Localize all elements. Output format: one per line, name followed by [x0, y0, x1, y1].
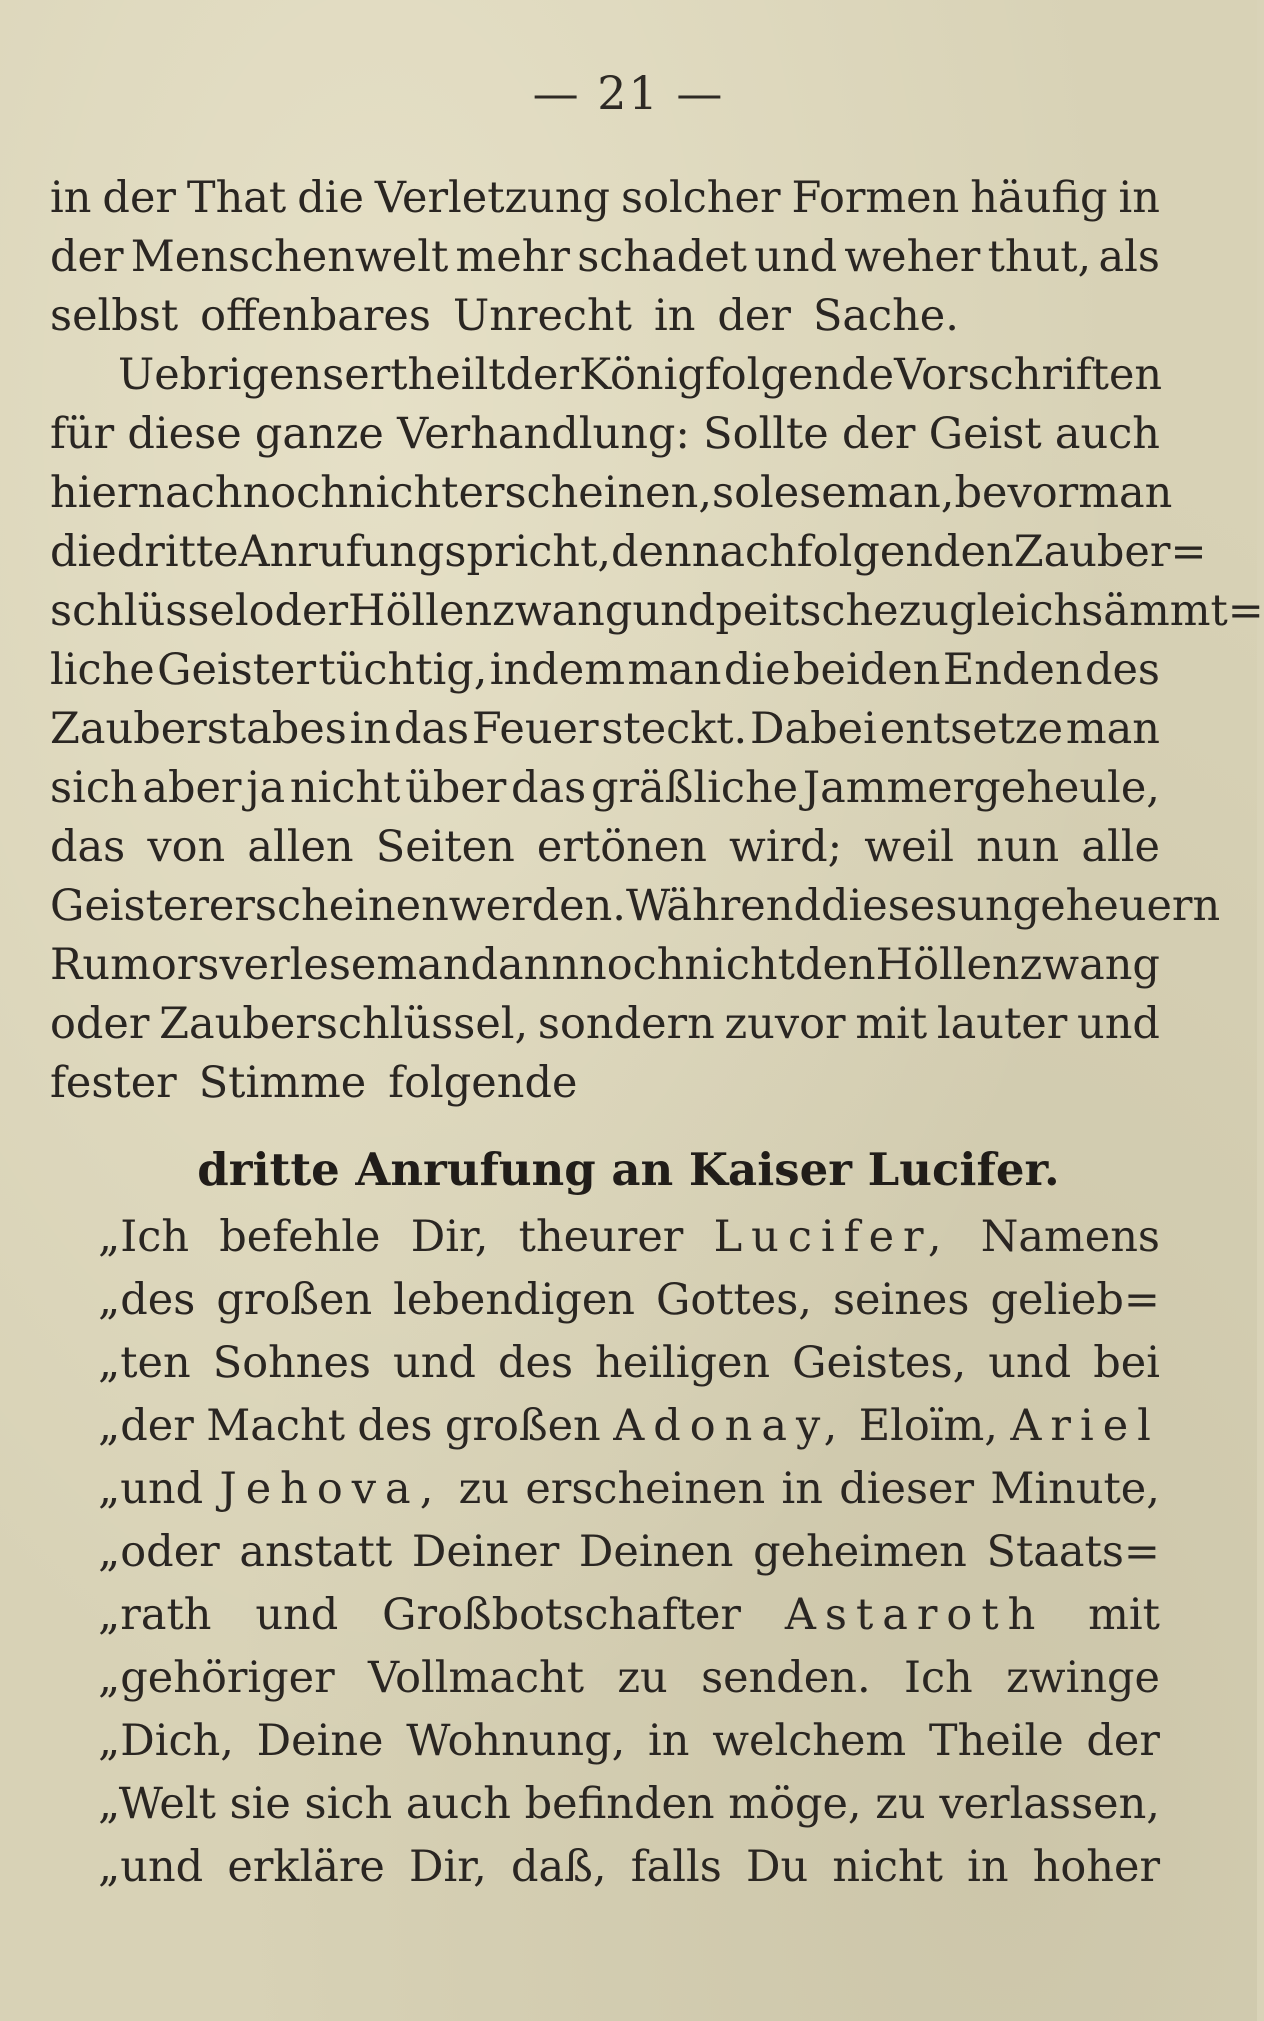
word: und	[988, 1338, 1072, 1388]
word: das	[511, 763, 587, 813]
word: folgende	[704, 350, 895, 400]
word: für	[50, 409, 115, 459]
word: Feuer	[471, 704, 599, 754]
word: lese	[759, 468, 847, 518]
word: Während	[625, 881, 821, 931]
word: tüchtig,	[318, 645, 488, 695]
word: spricht,	[444, 527, 612, 577]
word: den	[611, 527, 692, 577]
word: als	[1098, 232, 1160, 282]
word: nicht	[684, 940, 795, 990]
word: Höllenzwang	[348, 586, 633, 636]
word: man	[1065, 704, 1160, 754]
text-line	[98, 1207, 1160, 1267]
word: gräßliche	[590, 763, 799, 813]
word: der	[841, 409, 916, 459]
word: Gottes,	[655, 1275, 812, 1325]
word: mit	[855, 999, 928, 1049]
word: heiligen	[595, 1338, 771, 1388]
word: häufig	[970, 173, 1108, 223]
word: wird;	[729, 822, 843, 872]
word: großen	[444, 1401, 601, 1451]
word: dieser	[839, 1464, 975, 1514]
text-line	[98, 1270, 1160, 1330]
word: nachfolgenden	[691, 527, 1014, 577]
word: nicht	[832, 1842, 943, 1892]
word: Anrufung	[238, 527, 445, 577]
word: Geistes,	[792, 1338, 967, 1388]
word: daß,	[510, 1842, 607, 1892]
word: man	[627, 645, 722, 695]
word: des	[497, 1338, 574, 1388]
word: sämmt=	[1081, 586, 1264, 636]
word: „ten	[98, 1338, 191, 1388]
word: zuvor	[724, 999, 846, 1049]
word: oder	[248, 586, 349, 636]
word: Sollte	[703, 409, 829, 459]
word: „oder	[98, 1527, 220, 1577]
word: Höllenzwang	[875, 940, 1160, 990]
word: thut,	[987, 232, 1092, 282]
word: Dabei	[750, 704, 877, 754]
word: „und	[98, 1842, 204, 1892]
text-line	[98, 1333, 1160, 1393]
word: oder	[50, 999, 150, 1049]
word: Vollmacht	[368, 1653, 584, 1703]
word: Enden	[942, 645, 1083, 695]
word: befinden	[524, 1779, 715, 1829]
word: ertönen	[536, 822, 707, 872]
word: bevor	[954, 468, 1079, 518]
word: werden.	[448, 881, 626, 931]
word: Geister	[50, 881, 209, 931]
word: das	[50, 822, 126, 872]
word: mehr	[455, 232, 570, 282]
text-line	[98, 1837, 1160, 1897]
word: Deinen	[578, 1527, 734, 1577]
text-line	[98, 1711, 1160, 1771]
word: in	[1118, 173, 1160, 223]
text-line	[50, 404, 1160, 464]
word: und	[393, 1338, 476, 1388]
word: hoher	[1032, 1842, 1160, 1892]
word: befehle	[219, 1212, 381, 1262]
word: Jammergeheule,	[802, 763, 1160, 813]
word: Geister	[157, 645, 317, 695]
word: und	[754, 232, 838, 282]
word: senden.	[701, 1653, 871, 1703]
word: in	[349, 704, 392, 754]
word: weil	[864, 822, 955, 872]
word: Seiten	[375, 822, 515, 872]
word: Zauberschlüssel,	[159, 999, 529, 1049]
word: König	[579, 350, 705, 400]
word: nun	[976, 822, 1060, 872]
word: Macht	[206, 1401, 345, 1451]
text-line	[98, 1648, 1160, 1708]
word: verlese	[219, 940, 377, 990]
text-line	[50, 994, 1160, 1054]
word: Adonay,	[613, 1401, 847, 1451]
word: gelieb=	[990, 1275, 1160, 1325]
text-line	[50, 463, 1173, 523]
word: seines	[832, 1275, 970, 1325]
word: Vorschriften	[894, 350, 1163, 400]
word: und	[632, 586, 716, 636]
word: Uebrigens	[118, 350, 345, 400]
word: mit	[1088, 1590, 1160, 1640]
text-line	[50, 758, 1160, 818]
word: selbst	[50, 291, 179, 341]
word: der	[1086, 1716, 1160, 1766]
word: zwinge	[1006, 1653, 1160, 1703]
word: Sohnes	[212, 1338, 371, 1388]
word: allen	[247, 822, 354, 872]
word: Namens	[980, 1212, 1160, 1262]
text-line	[50, 581, 1264, 641]
word: Verhandlung:	[397, 409, 690, 459]
word: „Dich,	[98, 1716, 234, 1766]
word: „und	[98, 1464, 204, 1514]
word: schadet	[577, 232, 747, 282]
word: sie	[229, 1779, 291, 1829]
word: des	[357, 1401, 433, 1451]
word: nicht	[347, 468, 459, 518]
word: bei	[1093, 1338, 1160, 1388]
word: der	[505, 350, 580, 400]
word: in	[653, 291, 696, 341]
text-line	[98, 1774, 1160, 1834]
text-line	[50, 286, 1160, 346]
word: Du	[746, 1842, 809, 1892]
word: Geist	[928, 409, 1042, 459]
text-line	[50, 1053, 1160, 1113]
word: „Ich	[98, 1212, 190, 1262]
word: Minute,	[990, 1464, 1160, 1514]
word: ganze	[254, 409, 384, 459]
word: Großbotschafter	[382, 1590, 741, 1640]
word: der	[717, 291, 791, 341]
word: theurer	[518, 1212, 684, 1262]
word: Wohnung,	[406, 1716, 626, 1766]
word: dieses	[820, 881, 958, 931]
text-line	[50, 168, 1160, 228]
word: Sache.	[812, 291, 959, 341]
word: steckt.	[601, 704, 748, 754]
word: Formen	[791, 173, 960, 223]
word: auch	[1054, 409, 1160, 459]
word: Menschenwelt	[130, 232, 449, 282]
page-number: — 21 —	[532, 66, 725, 120]
word: den	[794, 940, 876, 990]
word: Deiner	[411, 1527, 560, 1577]
word: man	[1078, 468, 1173, 518]
word: verlassen,	[939, 1779, 1160, 1829]
word: nicht	[289, 763, 401, 813]
word: in	[50, 173, 92, 223]
word: „gehöriger	[98, 1653, 335, 1703]
word: Deine	[256, 1716, 384, 1766]
word: liche	[50, 645, 155, 695]
word: welchem	[712, 1716, 907, 1766]
word: schlüssel	[50, 586, 249, 636]
word: sich	[304, 1779, 393, 1829]
word: dritte	[116, 527, 239, 577]
word: der	[102, 173, 176, 223]
text-line	[50, 522, 1207, 582]
word: alle	[1081, 822, 1160, 872]
word: Zauberstabes	[50, 704, 347, 754]
word: fester	[50, 1058, 177, 1108]
text-line	[50, 640, 1160, 700]
word: noch	[579, 940, 685, 990]
word: hiernach	[50, 468, 243, 518]
word: noch	[242, 468, 348, 518]
word: Unrecht	[452, 291, 632, 341]
word: Dir,	[410, 1212, 489, 1262]
word: lebendigen	[393, 1275, 635, 1325]
text-line	[50, 227, 1160, 287]
text-line	[98, 1396, 1160, 1456]
word: zugleich	[898, 586, 1082, 636]
word: geheimen	[753, 1527, 967, 1577]
word: Eloïm,	[858, 1401, 998, 1451]
word: ertheilt	[344, 350, 506, 400]
word: über	[405, 763, 507, 813]
word: und	[1077, 999, 1160, 1049]
word: auch	[405, 1779, 511, 1829]
word: der	[50, 232, 124, 282]
word: des	[1084, 645, 1160, 695]
word: in	[781, 1464, 823, 1514]
word: Zauber=	[1013, 527, 1207, 577]
word: anstatt	[239, 1527, 393, 1577]
word: „der	[98, 1401, 194, 1451]
word: in	[967, 1842, 1009, 1892]
word: sich	[50, 763, 138, 813]
word: Dir,	[409, 1842, 487, 1892]
word: die	[50, 527, 117, 577]
word: zu	[875, 1779, 926, 1829]
word: so	[712, 468, 760, 518]
word: Ich	[903, 1653, 973, 1703]
word: erkläre	[227, 1842, 385, 1892]
word: Theile	[928, 1716, 1064, 1766]
text-line	[98, 1459, 1160, 1519]
word: zu	[617, 1653, 668, 1703]
word: sondern	[537, 999, 715, 1049]
word: erscheinen	[525, 1464, 766, 1514]
word: lauter	[936, 999, 1068, 1049]
word: „Welt	[98, 1779, 216, 1829]
word: „rath	[98, 1590, 212, 1640]
word: großen	[216, 1275, 373, 1325]
word: offenbares	[200, 291, 431, 341]
word: folgende	[388, 1058, 578, 1108]
word: aber	[142, 763, 242, 813]
word: entsetze	[879, 704, 1064, 754]
text-line	[50, 699, 1160, 759]
word: in	[648, 1716, 690, 1766]
text-line	[50, 876, 1221, 936]
word: zu	[458, 1464, 510, 1514]
word: ungeheuern	[957, 881, 1221, 931]
word: Ariel	[1010, 1401, 1160, 1451]
text-line	[50, 935, 1160, 995]
word: indem	[489, 645, 625, 695]
word: das	[393, 704, 470, 754]
word: Astaroth	[784, 1590, 1045, 1640]
word: solcher	[621, 173, 781, 223]
word: ja	[246, 763, 286, 813]
text-line	[98, 1522, 1160, 1582]
word: die	[297, 173, 364, 223]
word: Rumors	[50, 940, 220, 990]
word: von	[147, 822, 226, 872]
word: man,	[846, 468, 955, 518]
word: möge,	[728, 1779, 862, 1829]
word: Verletzung	[374, 173, 611, 223]
word: erscheinen,	[458, 468, 712, 518]
word: Staats=	[986, 1527, 1160, 1577]
word: Stimme	[198, 1058, 367, 1108]
word: Lucifer,	[713, 1212, 951, 1262]
text-line	[118, 345, 1163, 405]
word: That	[186, 173, 287, 223]
text-line	[98, 1585, 1160, 1645]
word: man	[376, 940, 471, 990]
word: peitsche	[715, 586, 899, 636]
word: beiden	[793, 645, 941, 695]
word: diese	[127, 409, 242, 459]
word: und	[255, 1590, 339, 1640]
word: falls	[630, 1842, 722, 1892]
word: „des	[98, 1275, 196, 1325]
word: erscheinen	[208, 881, 449, 931]
word: Jehova,	[219, 1464, 443, 1514]
word: dann	[470, 940, 580, 990]
word: weher	[844, 232, 981, 282]
text-line	[50, 817, 1160, 877]
word: die	[723, 645, 791, 695]
section-heading: dritte Anrufung an Kaiser Lucifer.	[197, 1143, 1060, 1196]
